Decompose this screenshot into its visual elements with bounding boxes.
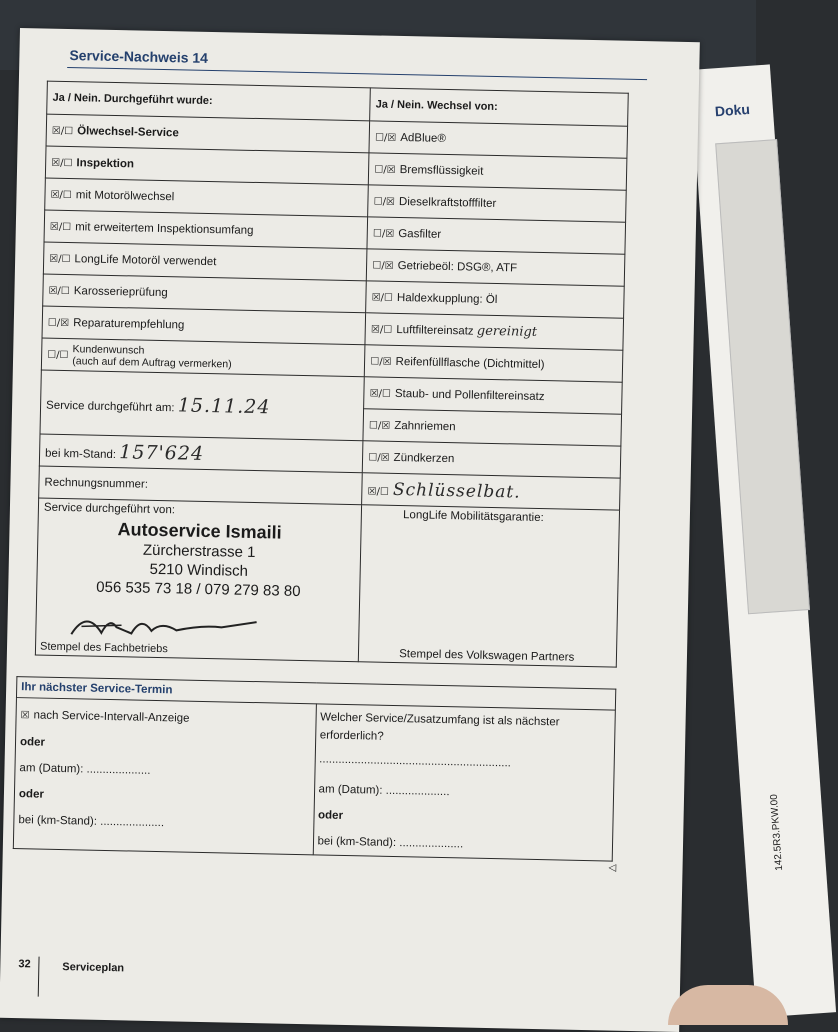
stamp-right-label: Stempel des Volkswagen Partners: [399, 648, 575, 664]
left-item: ☒/☐ mit erweitertem Inspektionsumfang: [44, 210, 368, 249]
right-item: ☐/☒ Getriebeöl: DSG®, ATF: [367, 249, 625, 286]
service-date-cell: Service durchgeführt am: 15.11.24: [40, 370, 364, 441]
left-item: ☐/☐ Kundenwunsch (auch auf dem Auftrag vermerken): [41, 338, 365, 377]
right-item: ☐/☒ Zahnriemen: [363, 409, 621, 446]
next-service-dots[interactable]: ............................................................: [319, 753, 512, 770]
footer-divider: [38, 957, 40, 997]
next-km-field-right[interactable]: bei (km-Stand): ....................: [317, 835, 464, 851]
next-service-table: [13, 676, 616, 862]
right-item: ☐/☒ Reifenfüllflasche (Dichtmittel): [364, 345, 622, 382]
page-number: 32: [18, 958, 31, 971]
left-item: ☒/☐ Ölwechsel-Service: [46, 114, 370, 153]
right-item: ☐/☒ Gasfilter: [367, 217, 625, 254]
checkbox-pair[interactable]: ☒/☐: [51, 125, 74, 137]
left-item: ☐/☒ Reparaturempfehlung: [42, 306, 366, 345]
right-item: ☐/☒ Zündkerzen: [362, 441, 620, 478]
checkbox-pair[interactable]: ☒/☐: [51, 157, 73, 169]
right-item: [362, 473, 620, 510]
right-item: ☒/☐ Haldexkupplung: Öl: [366, 281, 624, 318]
checkbox-pair[interactable]: ☐/☒: [372, 227, 395, 240]
checkbox-pair[interactable]: ☐/☒: [368, 419, 391, 432]
next-service-left: ☒ nach Service-Intervall-Anzeige oder am (Datum): .................... oder bei (km-Stand): ....................: [13, 698, 316, 855]
mobility-label: LongLife Mobilitätsgarantie:: [402, 509, 544, 525]
km-cell: bei km-Stand: 157'624: [39, 434, 363, 473]
right-item: ☒/☐ Staub- und Pollenfiltereinsatz: [364, 377, 622, 414]
page-title: Service-Nachweis 14: [69, 47, 209, 66]
invoice-cell: Rechnungsnummer:: [39, 466, 363, 505]
checkbox-pair[interactable]: ☒/☐: [48, 285, 70, 297]
next-service-right: Welcher Service/Zusatzumfang ist als nächster erforderlich? ............................................................ am (Datum): .................... oder bei (km-Stand): ....................: [313, 704, 616, 861]
checkbox-pair[interactable]: ☒/☐: [371, 291, 394, 304]
next-km-field[interactable]: bei (km-Stand): ....................: [18, 814, 165, 830]
right-item: ☐/☒ Bremsflüssigkeit: [369, 153, 627, 190]
checkbox-pair[interactable]: ☒/☐: [370, 324, 393, 336]
right-page: [690, 64, 836, 1017]
service-by-label: Service durchgeführt von:: [43, 501, 176, 517]
left-page: [0, 28, 700, 1032]
footer-section: Serviceplan: [62, 961, 125, 975]
triangle-icon: ◁: [608, 862, 617, 874]
service-date-value: 15.11.24: [177, 393, 271, 418]
checkbox-pair[interactable]: ☒/☐: [50, 189, 72, 201]
stamp-left-label: Stempel des Fachbetriebs: [39, 640, 168, 656]
checkbox-pair[interactable]: ☒/☐: [367, 485, 390, 498]
shop-street: Zürcherstrasse 1: [142, 541, 256, 562]
checkbox-pair[interactable]: ☐/☒: [373, 195, 396, 208]
interval-checkbox[interactable]: ☒: [20, 710, 30, 722]
shop-phone: 056 535 73 18 / 079 279 83 80: [96, 578, 301, 600]
left-column-header: Ja / Nein. Durchgeführt wurde:: [47, 81, 371, 121]
checkbox-pair[interactable]: ☐/☒: [368, 451, 390, 464]
right-item: ☐/☒ AdBlue®: [369, 121, 627, 158]
left-item: ☒/☐ Inspektion: [45, 146, 369, 185]
left-item: ☒/☐ mit Motorölwechsel: [45, 178, 369, 217]
service-by-cell: [35, 498, 361, 662]
next-service-question: Welcher Service/Zusatzumfang ist als nächster erforderlich?: [319, 711, 560, 743]
thumb: [668, 985, 788, 1025]
checkbox-pair[interactable]: ☐/☒: [374, 131, 397, 144]
next-date-field-right[interactable]: am (Datum): ....................: [318, 783, 450, 799]
checkbox-pair[interactable]: ☒/☐: [369, 387, 392, 400]
title-rule: [67, 67, 647, 80]
right-page-code: 142.5R3.PKW.00: [768, 793, 786, 872]
checkbox-pair[interactable]: ☐/☐: [47, 349, 69, 361]
checkbox-pair[interactable]: ☐/☒: [47, 317, 70, 329]
right-item: ☐/☒ Dieselkraftstofffilter: [368, 185, 626, 222]
left-item: ☒/☐ LongLife Motoröl verwendet: [43, 242, 367, 281]
handwritten-note: Schlüsselbat.: [392, 479, 521, 503]
next-service-title: Ihr nächster Service-Termin: [16, 677, 615, 711]
right-page-box: [715, 139, 810, 614]
right-item: ☒/☐ Luftfiltereinsatz gereinigt: [365, 313, 623, 350]
handwritten-note: gereinigt: [476, 323, 538, 340]
checkbox-pair[interactable]: ☐/☒: [370, 355, 392, 368]
shop-city: 5210 Windisch: [149, 560, 249, 580]
mobility-cell: [359, 505, 620, 667]
right-page-title: Doku: [714, 100, 751, 120]
checkbox-pair[interactable]: ☒/☐: [49, 221, 72, 233]
left-item: ☒/☐ Karosserieprüfung: [43, 274, 367, 313]
shop-name: Autoservice Ismaili: [117, 519, 282, 543]
checkbox-pair[interactable]: ☐/☒: [374, 163, 396, 176]
checkbox-pair[interactable]: ☒/☐: [49, 253, 71, 265]
right-column-header: Ja / Nein. Wechsel von:: [370, 88, 628, 126]
next-date-field[interactable]: am (Datum): ....................: [19, 762, 151, 777]
service-table: [35, 81, 629, 668]
km-value: 157'624: [119, 440, 205, 465]
checkbox-pair[interactable]: ☐/☒: [372, 259, 394, 272]
